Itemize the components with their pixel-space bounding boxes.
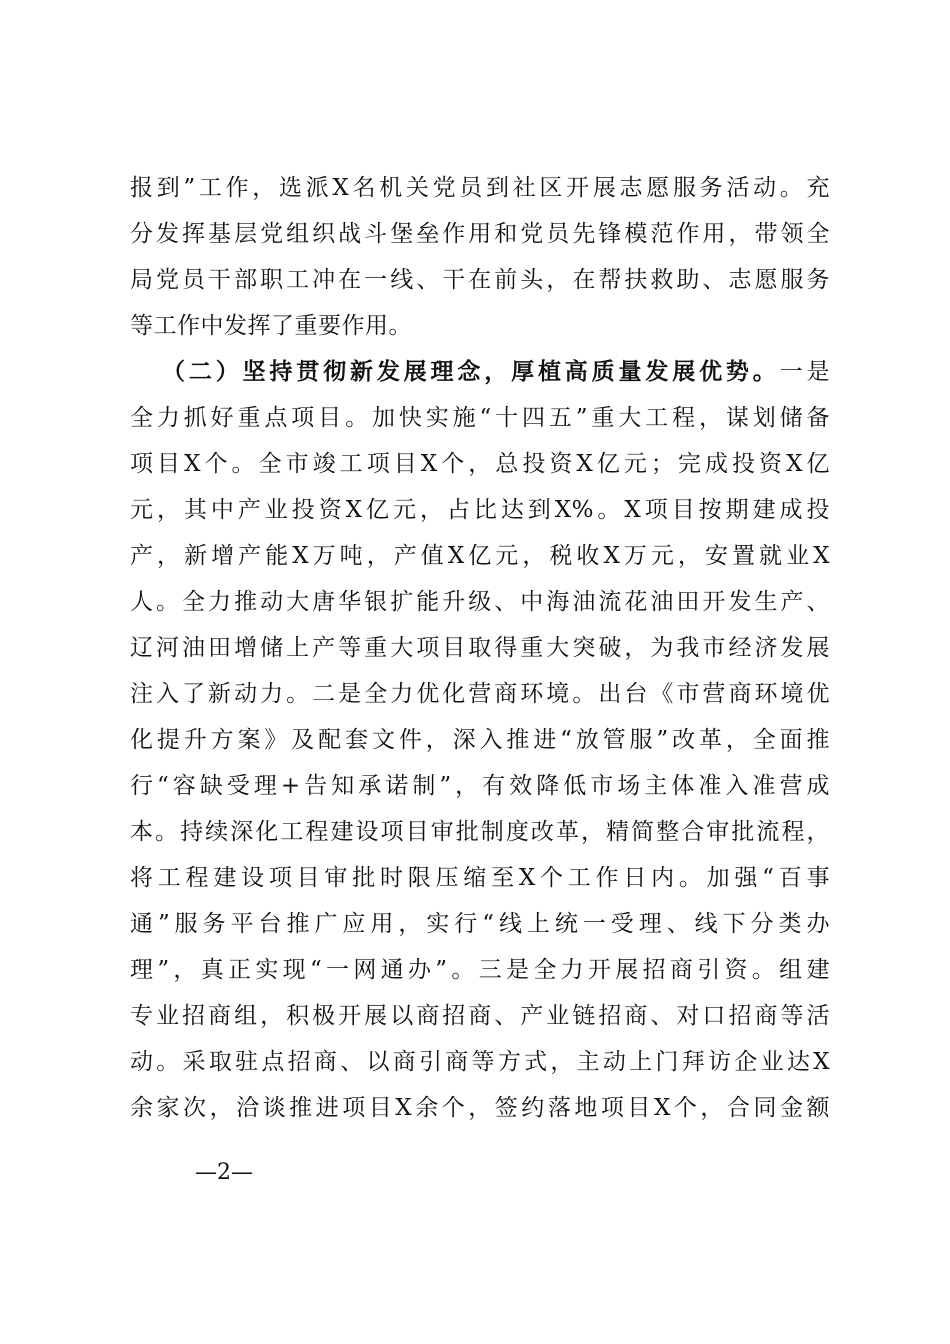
text-line: 全力抓好重点项目。加快实施“十四五”重大工程，谋划储备 [130,405,830,431]
text-line: 余家次，洽谈推进项目X余个，签约落地项目X个，合同金额 [130,1095,830,1121]
text-line-tail: 一是 [779,359,831,385]
text-line: 理”，真正实现“一网通办”。三是全力开展招商引资。组建 [130,957,830,983]
text-line: 项目X个。全市竣工项目X个，总投资X亿元；完成投资X亿 [130,451,830,477]
text-line: 人。全力推动大唐华银扩能升级、中海油流花油田开发生产、 [130,589,830,615]
text-line: 分发挥基层党组织战斗堡垒作用和党员先锋模范作用，带领全 [130,221,830,247]
text-line: 动。采取驻点招商、以商引商等方式，主动上门拜访企业达X [130,1049,830,1075]
text-line: 化提升方案》及配套文件，深入推进“放管服”改革，全面推 [130,727,830,753]
text-line: 专业招商组，积极开展以商招商、产业链招商、对口招商等活 [130,1003,830,1029]
text-line: 报到”工作，选派X名机关党员到社区开展志愿服务活动。充 [130,175,830,201]
text-line: 元，其中产业投资X亿元，占比达到X%。X项目按期建成投 [130,497,830,523]
text-line: 注入了新动力。二是全力优化营商环境。出台《市营商环境优 [130,681,830,707]
page-number: —2— [195,1160,253,1185]
body-text [130,165,830,1131]
section-heading-line [130,349,830,395]
section-heading: （二）坚持贯彻新发展理念，厚植高质量发展优势。 [162,358,780,385]
text-line: 产，新增产能X万吨，产值X亿元，税收X万元，安置就业X [130,543,830,569]
text-line: 等工作中发挥了重要作用。 [130,313,412,339]
text-line: 将工程建设项目审批时限压缩至X个工作日内。加强“百事 [130,865,830,891]
text-line: 行“容缺受理+告知承诺制”，有效降低市场主体准入准营成 [130,773,830,799]
text-line: 局党员干部职工冲在一线、干在前头，在帮扶救助、志愿服务 [130,267,830,293]
text-line: 本。持续深化工程建设项目审批制度改革，精简整合审批流程， [130,819,830,845]
text-line: 通”服务平台推广应用，实行“线上统一受理、线下分类办 [130,911,830,937]
text-line: 辽河油田增储上产等重大项目取得重大突破，为我市经济发展 [130,635,830,661]
